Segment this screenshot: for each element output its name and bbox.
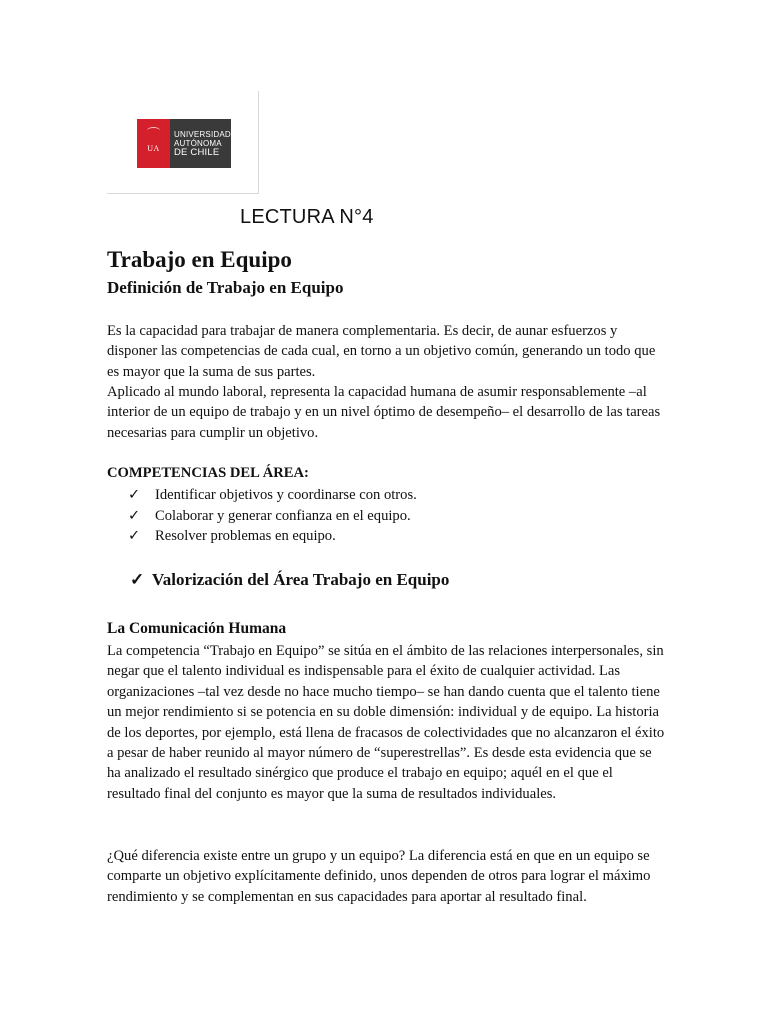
valorizacion-heading-text: Valorización del Área Trabajo en Equipo (152, 570, 450, 589)
competencias-list (128, 485, 417, 547)
logo-line-2: AUTÓNOMA (174, 138, 222, 148)
logo-red-block (137, 119, 170, 168)
paragraph-definition: Es la capacidad para trabajar de manera complementaria. Es decir, de aunar esfuerzos y disponer las competencias de cada cual, en torno a un objetivo común, generando un todo que es mayor que la suma de sus partes. (107, 323, 656, 380)
logo-line-1: UNIVERSIDAD (174, 129, 231, 139)
university-logo (137, 119, 231, 168)
check-icon: ✓ (128, 507, 141, 524)
check-icon: ✓ (128, 528, 141, 545)
list-item (128, 506, 417, 527)
logo-line-3: DE CHILE (174, 146, 220, 158)
logo-text-block (170, 119, 231, 168)
competencias-heading: COMPETENCIAS DEL ÁREA: (107, 465, 309, 481)
check-icon: ✓ (128, 487, 141, 503)
list-item (128, 526, 417, 547)
paragraph-grupo-equipo: ¿Qué diferencia existe entre un grupo y un equipo? La diferencia está en que en un equipo se comparte un objetivo explícitamente definido, unos dependen de otros para lograr el máximo rendimiento y se complementan en sus capacidades para aportar al resultado final. (107, 848, 651, 905)
list-item-text: Resolver problemas en equipo. (155, 528, 336, 545)
paragraph-competencia: La competencia “Trabajo en Equipo” se sitúa en el ámbito de las relaciones interpersonales, sin negar que el talento individual es indispensable para el éxito de cualquier actividad. Las organizaciones –tal vez desde no hace mucho tiempo– se han dando cuenta que el talento tiene un mejor rendimiento si se potencia en su doble dimensión: individual y de equipo. La historia de los deportes, por ejemplo, está llena de fracasos de colectividades que no alcanzaron el éxito a pesar de haber reunido al mayor número de “superestrellas”. Es desde esta evidencia que se ha analizado el resultado sinérgico que produce el trabajo en equipo; aquél en el que el resultado final del conjunto es mayor que la suma de resultados individuales. (107, 643, 665, 802)
document-title: Trabajo en Equipo (107, 247, 292, 272)
list-item-text: Identificar objetivos y coordinarse con otros. (155, 487, 417, 503)
lectura-number: LECTURA N°4 (240, 206, 374, 228)
valorizacion-heading (130, 570, 449, 590)
logo-initials: UA (147, 144, 160, 153)
definition-heading: Definición de Trabajo en Equipo (107, 278, 344, 297)
paragraph-applied: Aplicado al mundo laboral, representa la capacidad humana de asumir responsablemente –al interior de un equipo de trabajo y en un nivel óptimo de desempeño– el desarrollo de las tareas necesarias para cumplir un objetivo. (107, 384, 661, 441)
crest-icon (147, 127, 160, 134)
list-item-text: Colaborar y generar confianza en el equipo. (155, 507, 411, 524)
check-icon: ✓ (130, 570, 145, 589)
list-item (128, 485, 417, 506)
comunicacion-heading: La Comunicación Humana (107, 620, 287, 637)
